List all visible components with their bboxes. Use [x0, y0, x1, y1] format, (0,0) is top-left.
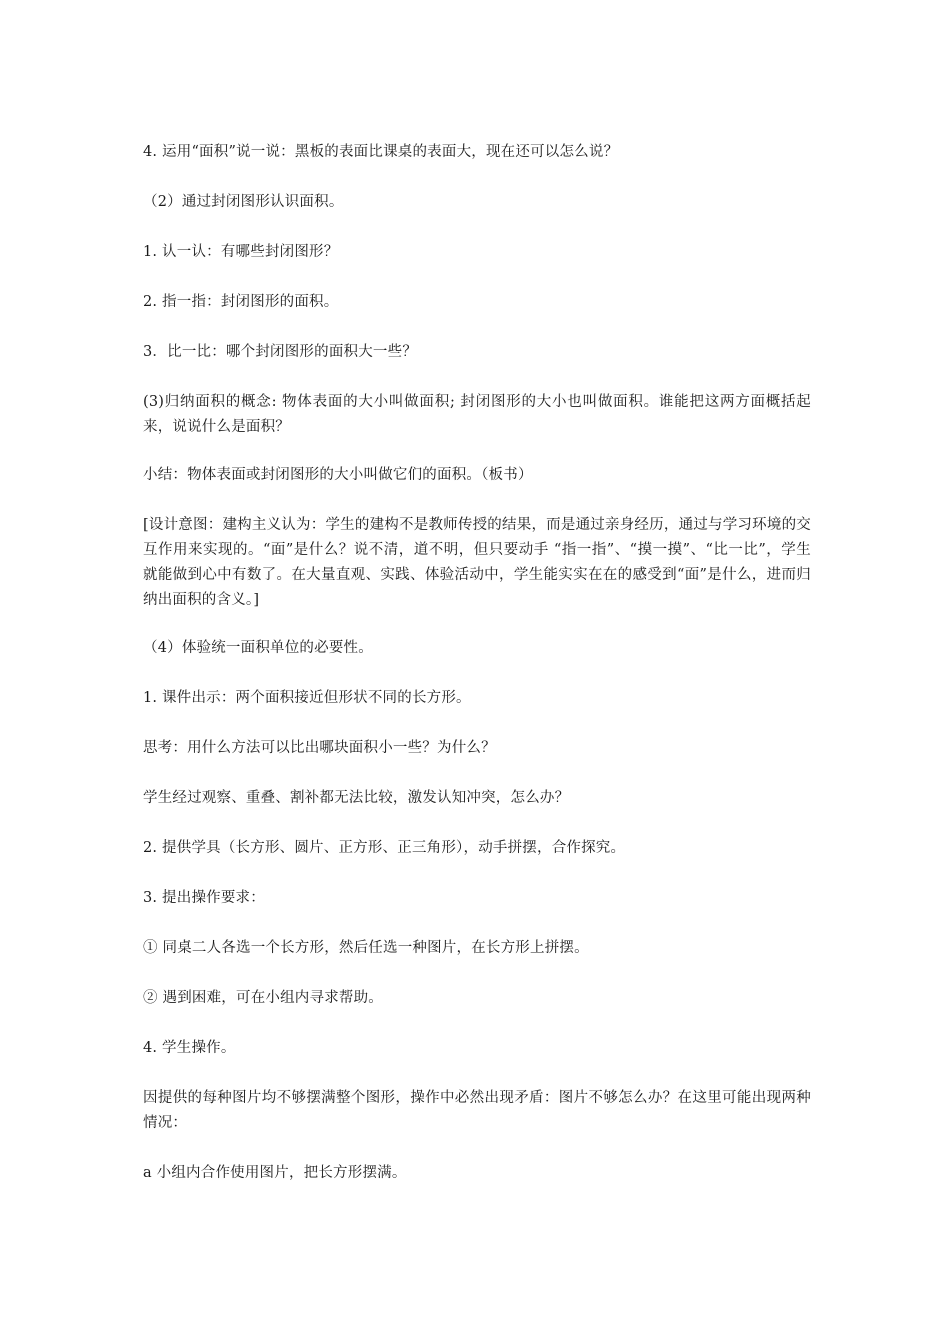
paragraph-14: 3. 提出操作要求： — [143, 890, 265, 906]
paragraph-11: 思考：用什么方法可以比出哪块面积小一些？为什么？ — [143, 740, 496, 756]
paragraph-7: 小结：物体表面或封闭图形的大小叫做它们的面积。（板书） — [143, 467, 533, 483]
paragraph-9: （4）体验统一面积单位的必要性。 — [143, 640, 373, 656]
paragraph-3: 1. 认一认：有哪些封闭图形？ — [143, 244, 339, 260]
paragraph-10: 1. 课件出示：两个面积接近但形状不同的长方形。 — [143, 690, 471, 706]
paragraph-5: 3．比一比：哪个封闭图形的面积大一些？ — [143, 344, 418, 360]
paragraph-6: (3)归纳面积的概念: 物体表面的大小叫做面积; 封闭图形的大小也叫做面积。谁能把这两方面概括起来，说说什么是面积？ — [143, 394, 811, 435]
paragraph-19: a 小组内合作使用图片，把长方形摆满。 — [143, 1165, 407, 1181]
paragraph-1: 4. 运用“面积”说一说：黑板的表面比课桌的表面大，现在还可以怎么说？ — [143, 144, 619, 160]
paragraph-4: 2. 指一指：封闭图形的面积。 — [143, 294, 339, 310]
paragraph-17: 4. 学生操作。 — [143, 1040, 236, 1056]
paragraph-13: 2. 提供学具（长方形、圆片、正方形、正三角形），动手拼摆，合作探究。 — [143, 840, 626, 856]
document-page — [143, 140, 811, 1186]
paragraph-2: （2）通过封闭图形认识面积。 — [143, 194, 344, 210]
paragraph-16: ② 遇到困难，可在小组内寻求帮助。 — [143, 990, 384, 1006]
paragraph-18: 因提供的每种图片均不够摆满整个图形，操作中必然出现矛盾：图片不够怎么办？在这里可能出现两种情况： — [143, 1090, 811, 1131]
paragraph-8: [设计意图：建构主义认为：学生的建构不是教师传授的结果，而是通过亲身经历，通过与学习环境的交互作用来实现的。“面”是什么？说不清，道不明，但只要动手 “指一指”、“摸一摸”、“比一比”，学生就能做到心中有数了。在大量直观、实践、体验活动中，学生能实实在在的感受到“面”是什么，进而归纳出面积的含义。] — [143, 517, 811, 608]
paragraph-15: ① 同桌二人各选一个长方形，然后任选一种图片，在长方形上拼摆。 — [143, 940, 589, 956]
paragraph-12: 学生经过观察、重叠、割补都无法比较，激发认知冲突，怎么办？ — [143, 790, 570, 806]
